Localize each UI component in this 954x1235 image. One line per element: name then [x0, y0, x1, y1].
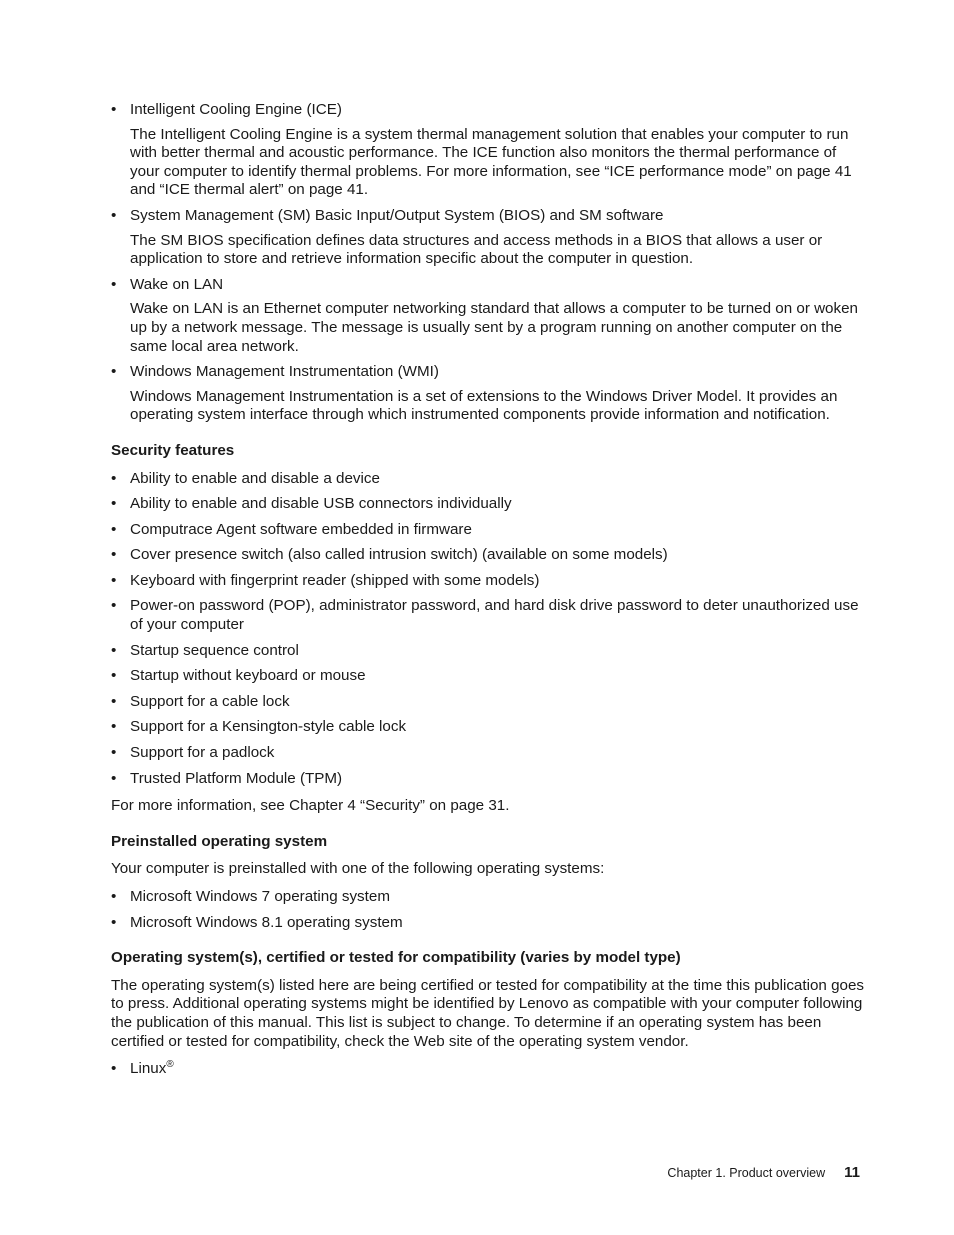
footer-chapter: Chapter 1. Product overview [667, 1166, 826, 1180]
preinstalled-os-heading: Preinstalled operating system [111, 832, 328, 850]
os-item: • Microsoft Windows 8.1 operating system [111, 914, 866, 933]
security-item: • Keyboard with fingerprint reader (shipped with some models) [111, 572, 866, 591]
page-number: 11 [844, 1164, 860, 1181]
security-item: • Cover presence switch (also called intrusion switch) (available on some models) [111, 546, 866, 565]
security-item: • Startup without keyboard or mouse [111, 667, 866, 686]
certified-os-body: The operating system(s) listed here are being certified or tested for compatibility at the time this publication goes to press. Additional operating systems might be identified by Lenovo as compatible with your computer following the publication of this manual. This list is subject to change. To determine if an operating system has been certified or tested for compatibility, check the Web site of the operating system vendor. [111, 976, 864, 1050]
sm-bios-description: The SM BIOS specification defines data structures and access methods in a BIOS that allows a user or application to store and retrieve information specific about the computer in question. [130, 231, 823, 268]
wmi-description: Windows Management Instrumentation is a set of extensions to the Windows Driver Model. It provides an operating system interface through which instrumented components provide information and notification. [130, 387, 838, 424]
wake-on-lan-description: Wake on LAN is an Ethernet computer networking standard that allows a computer to be turned on or woken up by a network message. The message is usually sent by a program running on another computer on the same local area network. [130, 300, 858, 355]
list-item-wake-on-lan: • Wake on LAN [111, 276, 866, 295]
os-item-linux [111, 1060, 866, 1079]
list-item-sm-bios: • System Management (SM) Basic Input/Output System (BIOS) and SM software [111, 207, 866, 226]
page-footer [667, 1164, 860, 1181]
os-item: • Microsoft Windows 7 operating system [111, 888, 866, 907]
security-item: • Support for a Kensington-style cable lock [111, 718, 866, 737]
ice-description: The Intelligent Cooling Engine is a system thermal management solution that enables your computer to run with better thermal and acoustic performance. The ICE function also monitors the thermal performance of your computer to identify thermal problems. For more information, see “ICE performance mode” on page 41 and “ICE thermal alert” on page 41. [130, 125, 852, 199]
security-item: • Support for a cable lock [111, 693, 866, 712]
registered-mark: ® [166, 1059, 174, 1071]
security-features-heading: Security features [111, 441, 235, 459]
page-content [111, 101, 866, 1079]
linux-label: Linux [130, 1060, 167, 1078]
certified-os-heading: Operating system(s), certified or tested for compatibility (varies by model type) [111, 949, 681, 967]
security-item: • Trusted Platform Module (TPM) [111, 770, 866, 789]
security-item: • Computrace Agent software embedded in firmware [111, 521, 866, 540]
security-item: • Ability to enable and disable a device [111, 470, 866, 489]
preinstalled-os-intro: Your computer is preinstalled with one of the following operating systems: [111, 860, 605, 878]
list-item-wmi: • Windows Management Instrumentation (WMI) [111, 363, 866, 382]
security-item: • Power-on password (POP), administrator password, and hard disk drive password to deter unauthorized use of your computer [111, 597, 866, 634]
security-item: • Startup sequence control [111, 642, 866, 661]
security-item: • Ability to enable and disable USB connectors individually [111, 495, 866, 514]
security-item: • Support for a padlock [111, 744, 866, 763]
security-more-info: For more information, see Chapter 4 “Security” on page 31. [111, 797, 510, 815]
list-item-ice: • Intelligent Cooling Engine (ICE) [111, 101, 866, 120]
